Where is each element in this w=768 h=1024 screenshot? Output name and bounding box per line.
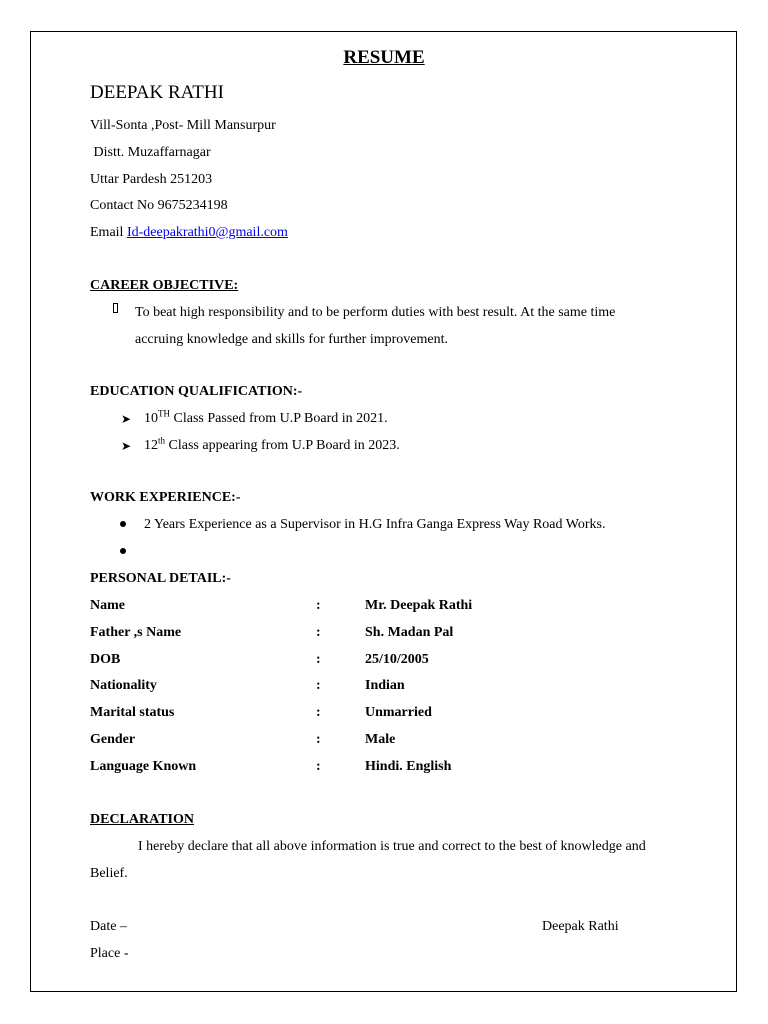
round-bullet-icon [120, 548, 126, 554]
education-item: 10TH Class Passed from U.P Board in 2021. [144, 408, 388, 426]
career-objective-line-1: To beat high responsibility and to be perform duties with best result. At the same time [135, 305, 616, 320]
personal-label-language: Language Known [90, 759, 197, 774]
document-title: RESUME [343, 47, 425, 68]
email-label: Email [90, 225, 127, 240]
personal-value-dob: 25/10/2005 [365, 652, 429, 667]
round-bullet-icon [120, 521, 126, 527]
arrow-bullet-icon: ➤ [121, 412, 132, 426]
address-line-1: Vill-Sonta ,Post- Mill Mansurpur [90, 118, 276, 133]
date-label: Date – [90, 919, 127, 934]
personal-value-language: Hindi. English [365, 759, 452, 774]
personal-label-dob: DOB [90, 652, 121, 667]
career-objective-heading: CAREER OBJECTIVE: [90, 278, 239, 293]
personal-label-marital-status: Marital status [90, 705, 175, 720]
personal-label-father-name: Father ,s Name [90, 625, 182, 640]
personal-label-gender: Gender [90, 732, 136, 747]
email-link[interactable]: Id-deepakrathi0@gmail.com [126, 225, 288, 240]
place-label: Place - [90, 946, 129, 961]
separator-colon: : [316, 705, 321, 720]
candidate-name: DEEPAK RATHI [90, 82, 224, 103]
separator-colon: : [316, 732, 321, 747]
square-bullet-icon [113, 303, 118, 313]
personal-value-marital-status: Unmarried [365, 705, 432, 720]
signature-name: Deepak Rathi [542, 919, 619, 934]
personal-value-nationality: Indian [365, 678, 405, 693]
education-heading: EDUCATION QUALIFICATION:- [90, 384, 303, 399]
contact-number: Contact No 9675234198 [90, 198, 228, 213]
address-line-3: Uttar Pardesh 251203 [90, 172, 213, 187]
separator-colon: : [316, 759, 321, 774]
separator-colon: : [316, 598, 321, 613]
work-experience-heading: WORK EXPERIENCE:- [90, 490, 241, 505]
declaration-heading: DECLARATION [90, 812, 194, 827]
personal-detail-heading: PERSONAL DETAIL:- [90, 571, 231, 586]
declaration-line-1: I hereby declare that all above information is true and correct to the best of knowledge and [138, 839, 646, 854]
email-line [90, 224, 288, 242]
address-line-2: Distt. Muzaffarnagar [90, 145, 211, 160]
career-objective-line-2: accruing knowledge and skills for further improvement. [135, 332, 448, 347]
education-item: 12th Class appearing from U.P Board in 2023. [144, 435, 400, 453]
separator-colon: : [316, 678, 321, 693]
personal-label-nationality: Nationality [90, 678, 157, 693]
separator-colon: : [316, 652, 321, 667]
work-experience-item: 2 Years Experience as a Supervisor in H.G Infra Ganga Express Way Road Works. [144, 517, 606, 532]
personal-label-name: Name [90, 598, 125, 613]
personal-value-name: Mr. Deepak Rathi [365, 598, 473, 613]
declaration-line-2: Belief. [90, 866, 128, 881]
personal-value-gender: Male [365, 732, 396, 747]
personal-value-father-name: Sh. Madan Pal [365, 625, 454, 640]
arrow-bullet-icon: ➤ [121, 439, 132, 453]
separator-colon: : [316, 625, 321, 640]
